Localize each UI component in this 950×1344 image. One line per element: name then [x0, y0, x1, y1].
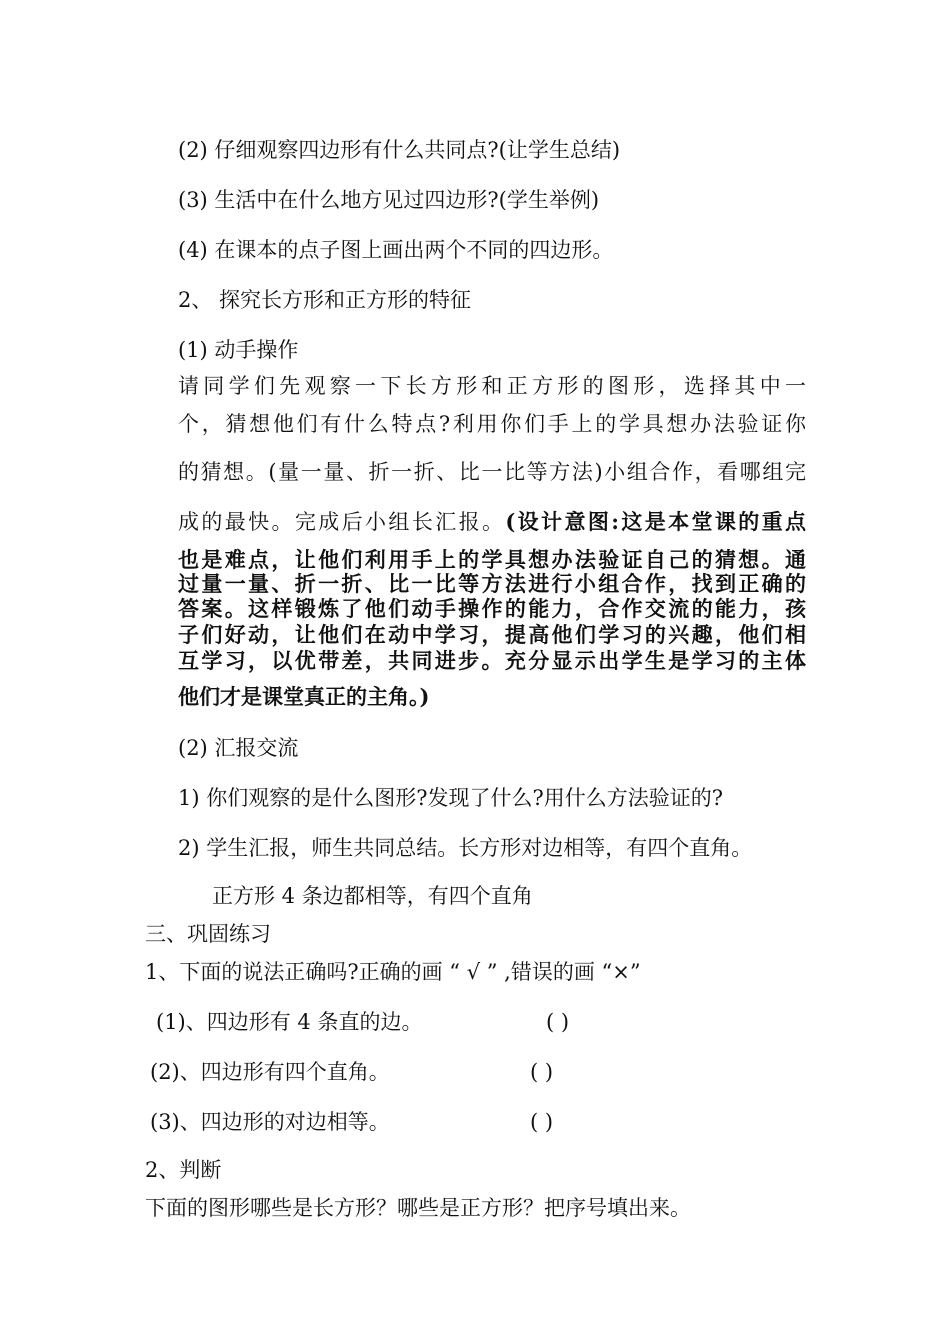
line-question-1: 1) 你们观察的是什么图形?发现了什么?用什么方法验证的?: [178, 786, 724, 810]
practice-question-2: 2、判断: [145, 1158, 222, 1182]
line-hands-on: (1) 动手操作: [178, 338, 299, 362]
section-practice-heading: 三、巩固练习: [145, 922, 271, 946]
design-intent-line-2: 过量一量、折一折、比一比等方法进行小组合作，找到正确的: [178, 571, 806, 596]
design-intent-line-6: 他们才是课堂真正的主角。): [178, 684, 430, 709]
line-report: (2) 汇报交流: [178, 736, 299, 760]
design-intent-line-4: 子们好动，让他们在动中学习，提高他们学习的兴趣，他们相: [178, 622, 806, 647]
design-intent-start: (设计意图:这是本堂课的重点: [505, 509, 807, 534]
line-life-example: (3) 生活中在什么地方见过四边形?(学生举例): [178, 188, 600, 212]
design-intent-line-3: 答案。这样锻炼了他们动手操作的能力，合作交流的能力，孩: [178, 596, 806, 621]
practice-item-2: (2)、四边形有四个直角。: [150, 1060, 390, 1084]
design-intent-line-1: 也是难点，让他们利用手上的学具想办法验证自己的猜想。通: [178, 547, 806, 572]
design-intent-line-5: 互学习，以优带差，共同进步。充分显示出学生是学习的主体: [178, 648, 806, 673]
practice-item-3: (3)、四边形的对边相等。: [150, 1110, 390, 1134]
answer-blank-3: ( ): [530, 1110, 554, 1134]
practice-question-2-text: 下面的图形哪些是长方形？哪些是正方形？把序号填出来。: [145, 1196, 691, 1220]
section-explore: 2、 探究长方形和正方形的特征: [178, 288, 472, 312]
paragraph-line-1: 请同学们先观察一下长方形和正方形的图形，选择其中一: [178, 374, 806, 398]
line-draw: (4) 在课本的点子图上画出两个不同的四边形。: [178, 238, 614, 262]
answer-blank-2: ( ): [530, 1060, 554, 1084]
line-observe: (2) 仔细观察四边形有什么共同点?(让学生总结): [178, 138, 621, 162]
paragraph-line-4-normal: 成的最快。完成后小组长汇报。: [178, 510, 506, 534]
practice-question-1: 1、下面的说法正确吗?正确的画 “ √ ” ,错误的画 “×”: [145, 960, 641, 984]
paragraph-line-3: 的猜想。(量一量、折一折、比一比等方法)小组合作，看哪组完: [178, 460, 806, 484]
line-square-summary: 正方形 4 条边都相等，有四个直角: [212, 884, 533, 908]
paragraph-line-2: 个，猜想他们有什么特点?利用你们手上的学具想办法验证你: [178, 412, 806, 436]
practice-item-1: (1)、四边形有 4 条直的边。: [156, 1010, 423, 1034]
line-question-2: 2) 学生汇报，师生共同总结。长方形对边相等，有四个直角。: [178, 836, 753, 860]
paragraph-line-4: [178, 508, 806, 536]
answer-blank-1: ( ): [546, 1010, 570, 1034]
